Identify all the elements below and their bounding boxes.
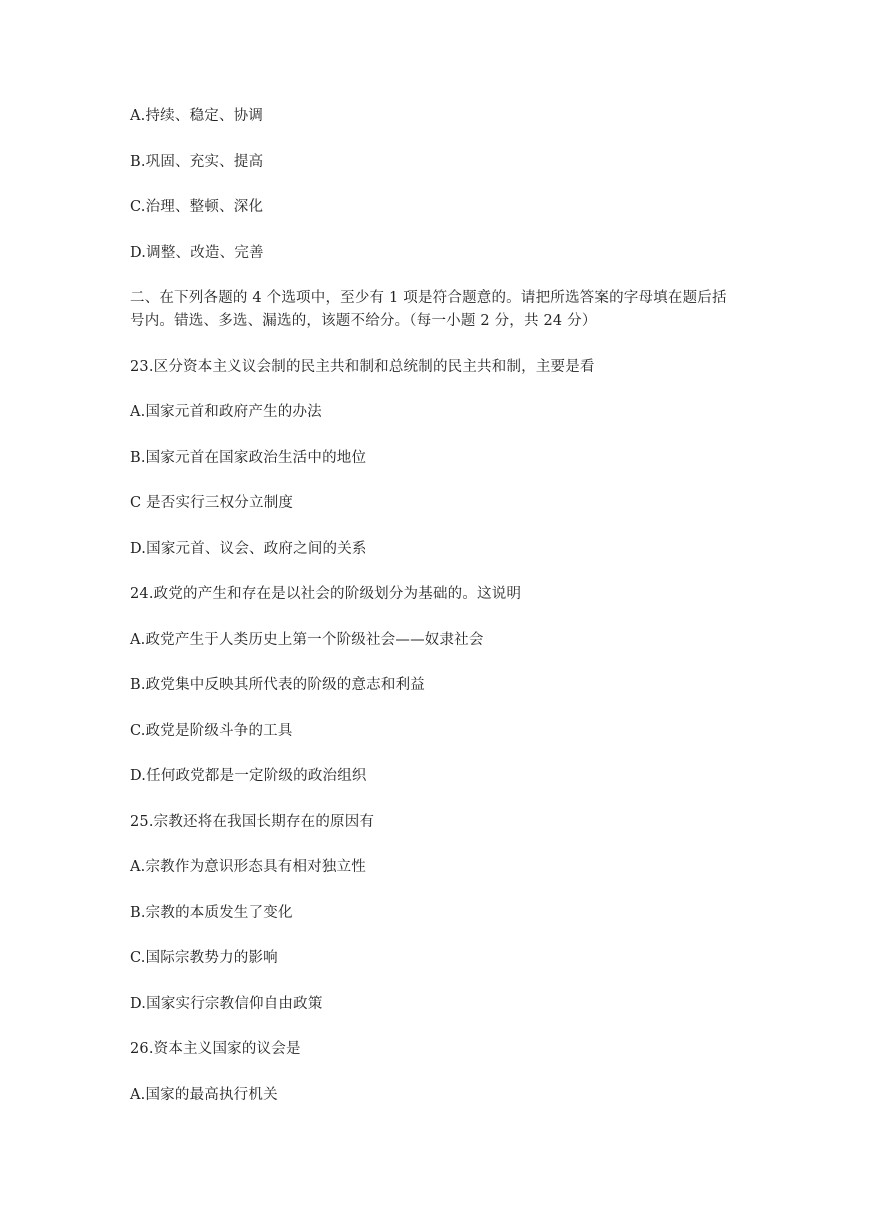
q25-option-a: A.宗教作为意识形态具有相对独立性 [130,859,366,875]
q23-option-a: A.国家元首和政府产生的办法 [130,404,322,420]
question-25-stem: 25.宗教还将在我国长期存在的原因有 [130,814,375,830]
option-d: D.调整、改造、完善 [130,245,264,261]
option-c: C.治理、整顿、深化 [130,199,264,215]
q23-option-d: D.国家元首、议会、政府之间的关系 [130,541,367,557]
q24-option-c: C.政党是阶级斗争的工具 [130,723,293,739]
q23-option-c: C 是否实行三权分立制度 [130,495,294,511]
question-26-stem: 26.资本主义国家的议会是 [130,1041,301,1057]
question-24-stem: 24.政党的产生和存在是以社会的阶级划分为基础的。这说明 [130,586,522,602]
q23-option-b: B.国家元首在国家政治生活中的地位 [130,450,367,466]
q24-option-b: B.政党集中反映其所代表的阶级的意志和利益 [130,677,425,693]
q24-option-a: A.政党产生于人类历史上第一个阶级社会——奴隶社会 [130,632,484,648]
section-instruction-line-2: 号内。错选、多选、漏选的，该题不给分。（每一小题 2 分，共 24 分） [130,313,597,329]
option-a: A.持续、稳定、协调 [130,108,264,124]
q24-option-d: D.任何政党都是一定阶级的政治组织 [130,768,367,784]
option-b: B.巩固、充实、提高 [130,154,264,170]
question-23-stem: 23.区分资本主义议会制的民主共和制和总统制的民主共和制，主要是看 [130,359,595,375]
q25-option-d: D.国家实行宗教信仰自由政策 [130,996,323,1012]
q25-option-b: B.宗教的本质发生了变化 [130,905,293,921]
q26-option-a: A.国家的最高执行机关 [130,1087,278,1103]
q25-option-c: C.国际宗教势力的影响 [130,950,278,966]
section-instruction-line-1: 二、在下列各题的 4 个选项中，至少有 1 项是符合题意的。请把所选答案的字母填在题后括 [130,290,727,306]
